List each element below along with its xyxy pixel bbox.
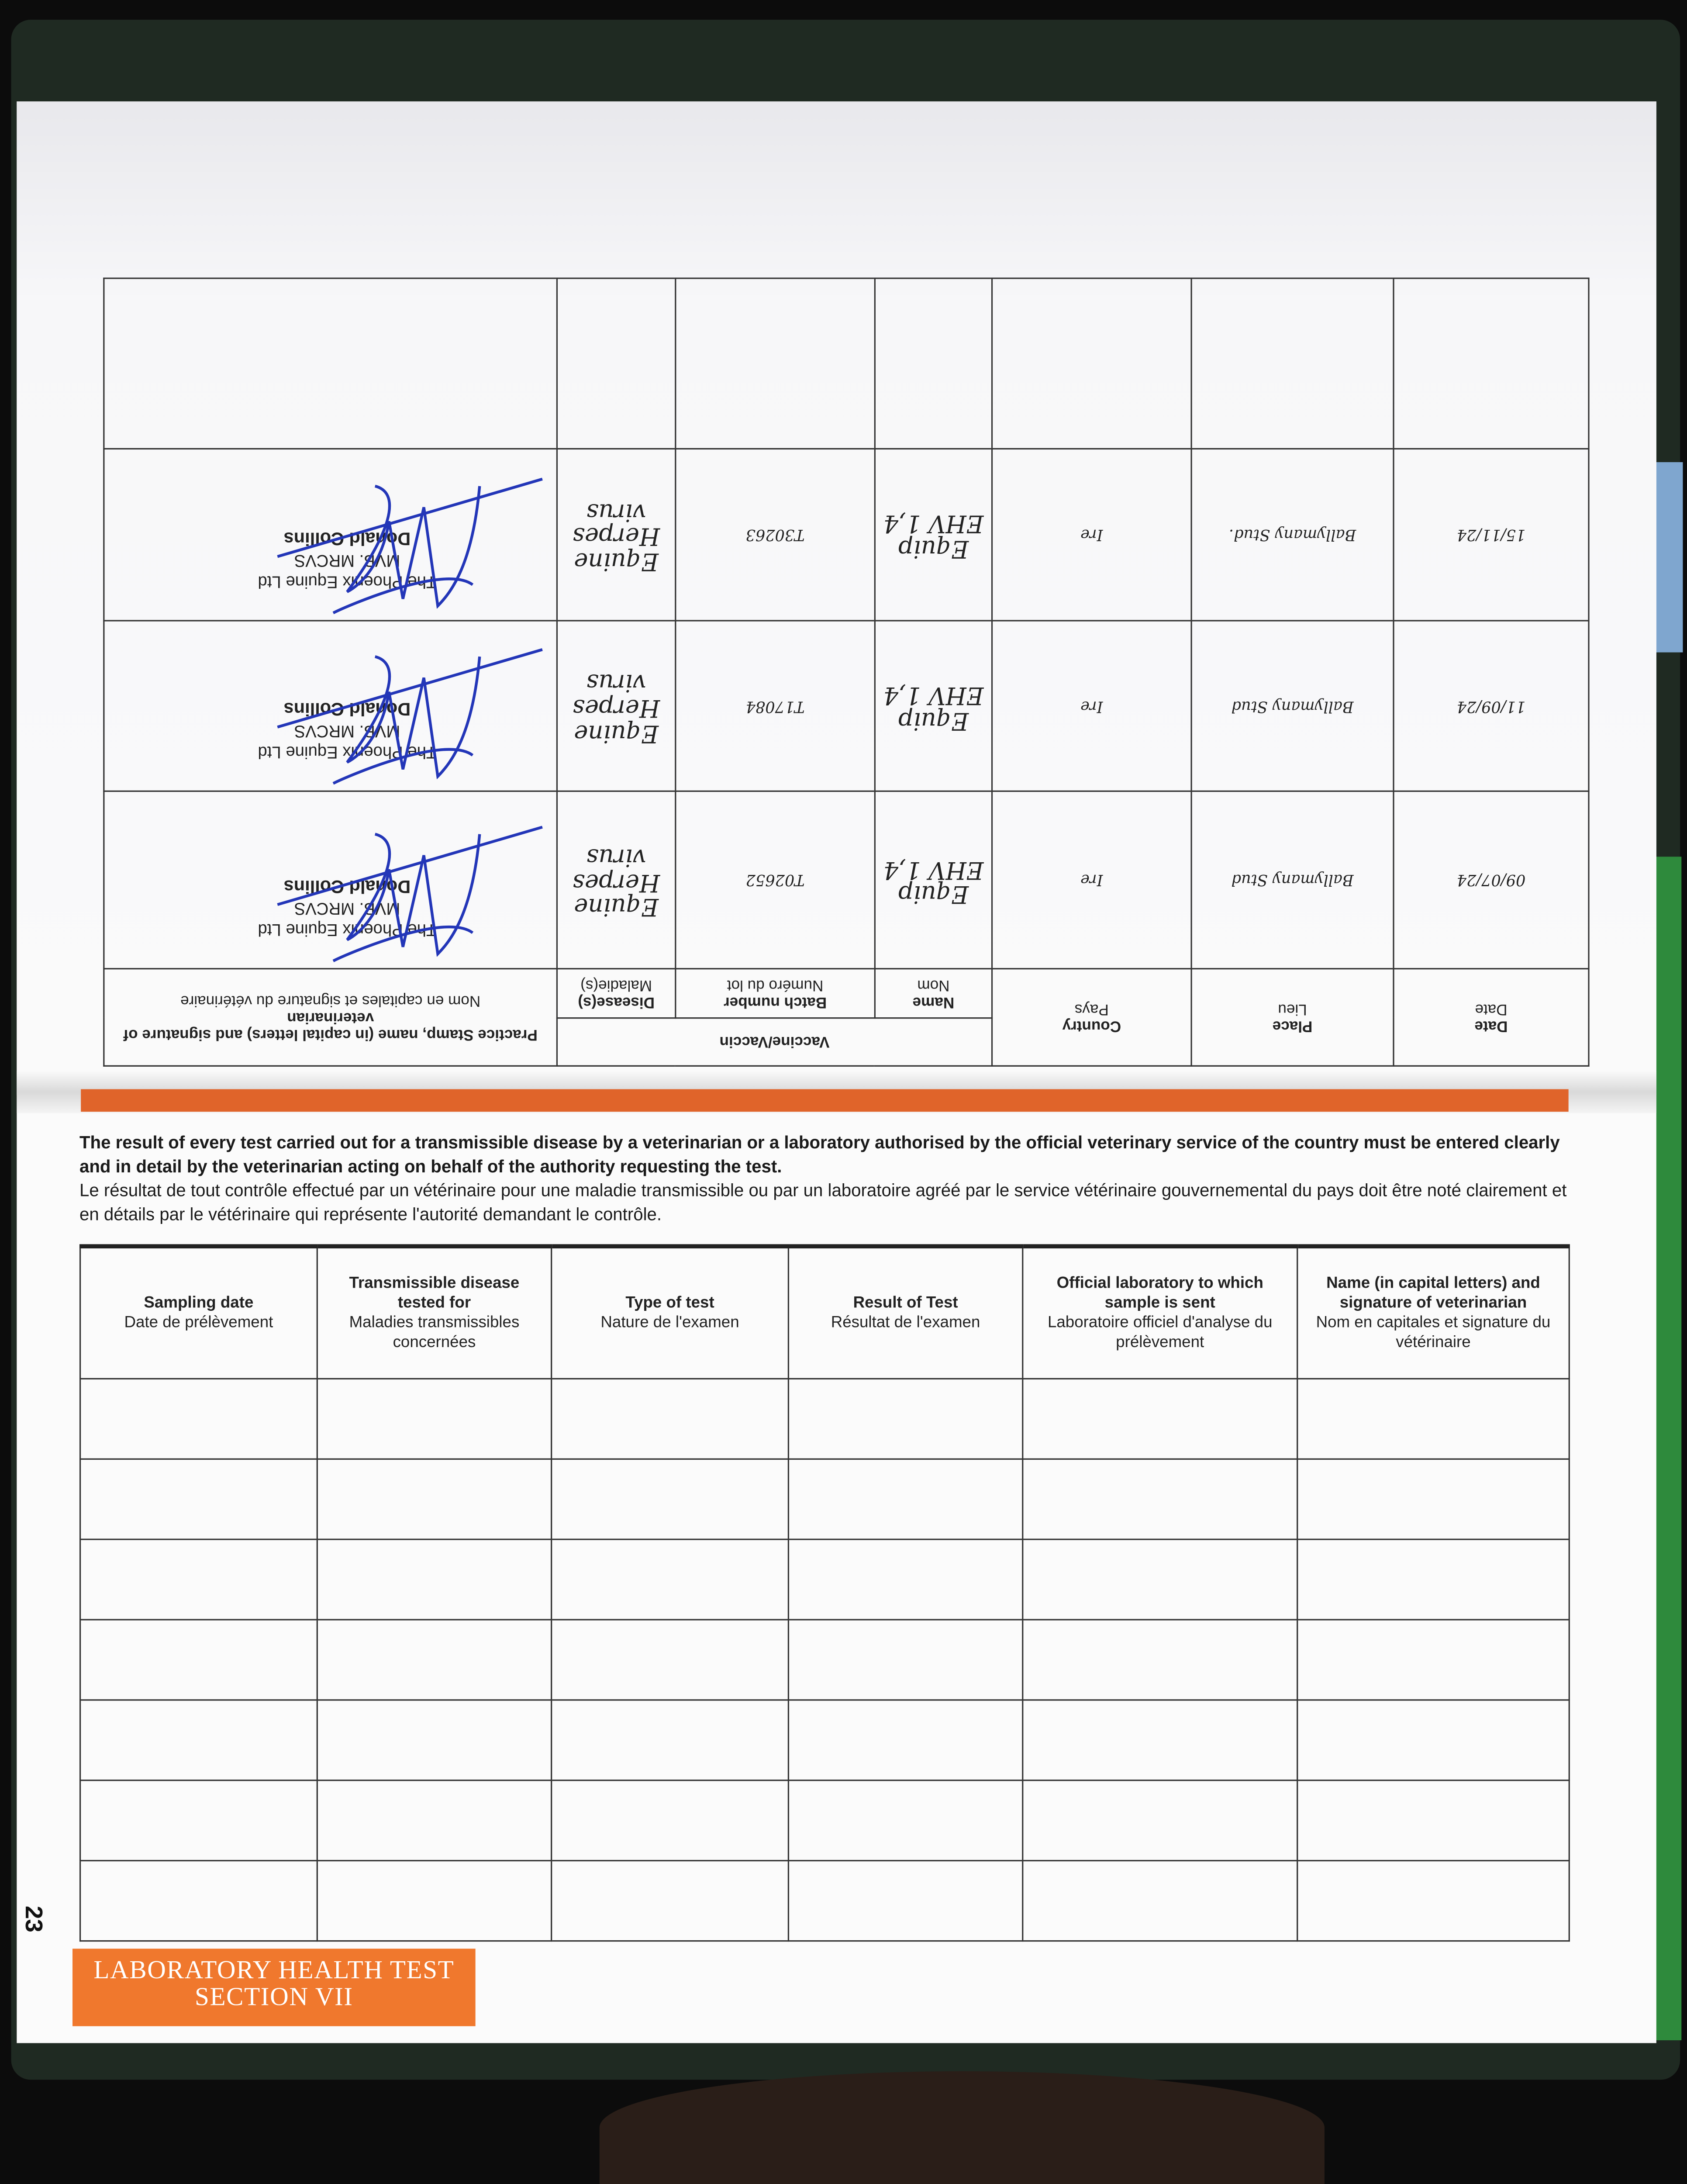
lab-header-fr: Maladies transmissibles concernées xyxy=(349,1314,520,1351)
lab-cell[interactable] xyxy=(552,1620,789,1700)
laboratory-test-table xyxy=(79,1244,1570,1942)
country-cell: Ire xyxy=(992,791,1192,969)
cell xyxy=(875,278,992,449)
cell xyxy=(104,278,557,449)
lab-header-fr: Laboratoire officiel d'analyse du prélèvement xyxy=(1047,1314,1273,1351)
header-disease-en: Disease(s) xyxy=(578,993,655,1010)
lab-cell[interactable] xyxy=(788,1459,1022,1539)
lab-header-4 xyxy=(1023,1246,1297,1379)
lab-cell[interactable] xyxy=(317,1861,551,1941)
cell xyxy=(1394,278,1589,449)
vet-qualifications: MVB. MRCVS xyxy=(294,899,400,919)
table-row xyxy=(104,620,1589,791)
disease-cell: Equine Herpes virus xyxy=(557,791,675,969)
lab-cell[interactable] xyxy=(788,1379,1022,1459)
place-cell: Ballymany Stud. xyxy=(1191,449,1394,620)
lab-header-en: Name (in capital letters) and signature of veterinarian xyxy=(1326,1275,1540,1312)
date-cell: 15/11/24 xyxy=(1394,449,1589,620)
header-place-en: Place xyxy=(1272,1017,1313,1035)
lab-cell[interactable] xyxy=(317,1780,551,1861)
header-batch xyxy=(676,969,875,1018)
hand-holding-book xyxy=(600,2071,1325,2184)
lab-cell[interactable] xyxy=(1023,1620,1297,1700)
lab-header-fr: Nature de l'examen xyxy=(600,1314,739,1332)
date-cell: 09/07/24 xyxy=(1394,791,1589,969)
header-stamp-en: Practice Stamp, name (in capital letters) and signature of veterinarian xyxy=(123,1009,538,1043)
lab-header-fr: Résultat de l'examen xyxy=(831,1314,980,1332)
lab-cell[interactable] xyxy=(788,1620,1022,1700)
lab-header-en: Transmissible disease tested for xyxy=(349,1275,520,1312)
lab-cell[interactable] xyxy=(1023,1700,1297,1780)
header-country xyxy=(992,969,1192,1066)
lab-cell[interactable] xyxy=(80,1700,317,1780)
signature-icon xyxy=(110,624,556,791)
cell xyxy=(992,278,1192,449)
lab-table-row xyxy=(80,1780,1570,1861)
header-stamp xyxy=(104,969,557,1066)
lab-cell[interactable] xyxy=(1297,1620,1570,1700)
table-row xyxy=(104,449,1589,620)
table-row-empty xyxy=(104,278,1589,449)
header-batch-en: Batch number xyxy=(724,993,827,1010)
practice-name: The Phoenix Equine Ltd xyxy=(258,571,437,591)
lab-cell[interactable] xyxy=(1023,1780,1297,1861)
lab-cell[interactable] xyxy=(317,1620,551,1700)
header-name xyxy=(875,969,992,1018)
lab-header-3 xyxy=(788,1246,1022,1379)
lab-header-5 xyxy=(1297,1246,1570,1379)
lab-table-row xyxy=(80,1700,1570,1780)
lab-cell[interactable] xyxy=(552,1539,789,1620)
lab-cell[interactable] xyxy=(788,1539,1022,1620)
lab-cell[interactable] xyxy=(1297,1379,1570,1459)
cell xyxy=(557,278,675,449)
practice-name: The Phoenix Equine Ltd xyxy=(258,742,437,762)
header-date xyxy=(1394,969,1589,1066)
lab-header-en: Sampling date xyxy=(144,1295,254,1312)
header-country-en: Country xyxy=(1062,1017,1121,1035)
lab-header-0 xyxy=(80,1246,317,1379)
lab-header-fr: Nom en capitales et signature du vétérinaire xyxy=(1316,1314,1551,1351)
lab-cell[interactable] xyxy=(1023,1379,1297,1459)
vet-qualifications: MVB. MRCVS xyxy=(294,550,400,570)
lab-cell[interactable] xyxy=(1023,1539,1297,1620)
header-disease xyxy=(557,969,675,1018)
lab-cell[interactable] xyxy=(788,1861,1022,1941)
lab-cell[interactable] xyxy=(1297,1459,1570,1539)
disease-cell: Equine Herpes virus xyxy=(557,620,675,791)
lab-header-en: Result of Test xyxy=(853,1295,958,1312)
vaccine-name-cell: Equip EHV 1,4 xyxy=(875,791,992,969)
lab-cell[interactable] xyxy=(1297,1780,1570,1861)
lab-table-row xyxy=(80,1459,1570,1539)
header-place-fr: Lieu xyxy=(1278,1000,1307,1018)
lab-cell[interactable] xyxy=(552,1459,789,1539)
header-batch-fr: Numéro du lot xyxy=(727,976,824,994)
lab-cell[interactable] xyxy=(80,1620,317,1700)
place-cell: Ballymany Stud xyxy=(1191,791,1394,969)
lab-table-row xyxy=(80,1379,1570,1459)
instructions xyxy=(79,1131,1571,1227)
lab-header-en: Official laboratory to which sample is sent xyxy=(1056,1275,1263,1312)
vet-qualifications: MVB. MRCVS xyxy=(294,721,400,741)
vaccine-name-cell: Equip EHV 1,4 xyxy=(875,620,992,791)
lab-cell[interactable] xyxy=(552,1379,789,1459)
vet-stamp-cell xyxy=(104,791,557,969)
lab-header-2 xyxy=(552,1246,789,1379)
vaccination-table-upside-down xyxy=(104,277,1589,1066)
instructions-fr: Le résultat de tout contrôle effectué par un vétérinaire pour une maladie transmissible ou par un laboratoire agréé par le service vétérinaire gouvernemental du pays doit être noté clairement et en détails par le vétérinaire qui représente l'autorité demandant le contrôle. xyxy=(79,1181,1567,1225)
lab-cell[interactable] xyxy=(788,1700,1022,1780)
section-label-line1: LABORATORY HEALTH TEST xyxy=(93,1957,455,1986)
lab-table-row xyxy=(80,1861,1570,1941)
vaccination-table xyxy=(103,277,1589,1066)
lab-cell[interactable] xyxy=(80,1379,317,1459)
lab-cell[interactable] xyxy=(552,1861,789,1941)
lab-cell[interactable] xyxy=(80,1459,317,1539)
section-label xyxy=(72,1949,476,2026)
disease-cell: Equine Herpes virus xyxy=(557,449,675,620)
batch-cell: T02652 xyxy=(676,791,875,969)
date-cell: 11/09/24 xyxy=(1394,620,1589,791)
header-disease-fr: Maladie(s) xyxy=(580,976,652,994)
section-label-line2: SECTION VII xyxy=(195,1984,353,2012)
lab-cell[interactable] xyxy=(317,1700,551,1780)
vet-stamp-cell xyxy=(104,449,557,620)
signature-icon xyxy=(110,453,556,619)
lab-cell[interactable] xyxy=(788,1780,1022,1861)
lab-header-1 xyxy=(317,1246,551,1379)
practice-name: The Phoenix Equine Ltd xyxy=(258,920,437,940)
header-vaccine: Vaccine/Vaccin xyxy=(557,1017,992,1066)
table-row xyxy=(104,791,1589,969)
header-name-fr: Nom xyxy=(917,976,950,994)
page-number: 23 xyxy=(20,1906,47,1933)
vet-name: Donald Collins xyxy=(283,877,411,898)
header-name-en: Name xyxy=(912,993,955,1010)
lab-cell[interactable] xyxy=(80,1861,317,1941)
lab-cell[interactable] xyxy=(1297,1700,1570,1780)
lab-cell[interactable] xyxy=(1297,1861,1570,1941)
batch-cell: T30263 xyxy=(676,449,875,620)
header-country-fr: Pays xyxy=(1074,1000,1109,1018)
section-header-band xyxy=(81,1089,1569,1112)
header-stamp-fr: Nom en capitales et signature du vétérinaire xyxy=(180,992,481,1009)
lab-cell[interactable] xyxy=(80,1539,317,1620)
lab-header-en: Type of test xyxy=(625,1295,714,1312)
lab-cell[interactable] xyxy=(552,1700,789,1780)
lab-header-fr: Date de prélèvement xyxy=(124,1314,273,1332)
lab-cell[interactable] xyxy=(1023,1459,1297,1539)
lab-table-row xyxy=(80,1620,1570,1700)
vet-name: Donald Collins xyxy=(283,528,411,549)
header-place xyxy=(1191,969,1394,1066)
cell xyxy=(676,278,875,449)
country-cell: Ire xyxy=(992,620,1192,791)
header-date-fr: Date xyxy=(1475,1000,1508,1018)
country-cell: Ire xyxy=(992,449,1192,620)
vet-stamp-cell xyxy=(104,620,557,791)
lab-cell[interactable] xyxy=(317,1459,551,1539)
lab-cell[interactable] xyxy=(317,1379,551,1459)
place-cell: Ballymany Stud xyxy=(1191,620,1394,791)
cell xyxy=(1191,278,1394,449)
lab-cell[interactable] xyxy=(1023,1861,1297,1941)
batch-cell: T17084 xyxy=(676,620,875,791)
lab-cell[interactable] xyxy=(552,1780,789,1861)
lab-cell[interactable] xyxy=(80,1780,317,1861)
lab-cell[interactable] xyxy=(317,1539,551,1620)
header-date-en: Date xyxy=(1474,1017,1508,1035)
lab-cell[interactable] xyxy=(1297,1539,1570,1620)
vet-name: Donald Collins xyxy=(283,698,411,720)
lab-table-row xyxy=(80,1539,1570,1620)
vaccine-name-cell: Equip EHV 1,4 xyxy=(875,449,992,620)
signature-icon xyxy=(110,802,556,968)
instructions-en: The result of every test carried out for a transmissible disease by a veterinarian or a laboratory authorised by the official veterinary service of the country must be entered clearly and in detail by the veterinarian acting on behalf of the authority requesting the test. xyxy=(79,1133,1560,1177)
